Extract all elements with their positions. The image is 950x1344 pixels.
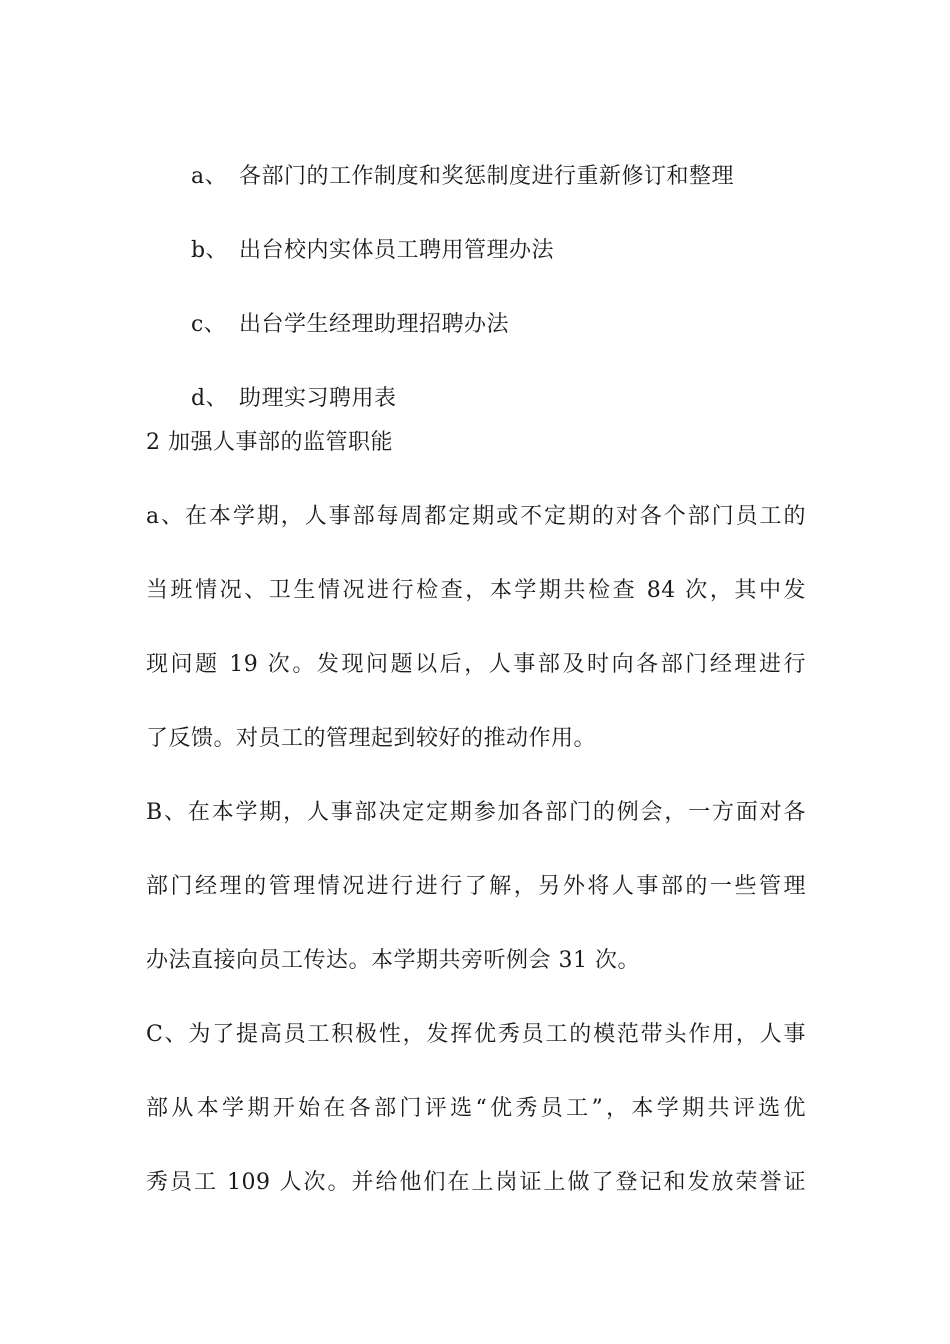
list-marker: c、 — [190, 312, 227, 337]
paragraph-line: 了反馈。对员工的管理起到较好的推动作用。 — [146, 726, 597, 751]
list-item — [146, 354, 806, 411]
paragraph-line: 部门经理的管理情况进行进行了解，另外将人事部的一些管理 — [146, 874, 806, 899]
list-item — [146, 280, 806, 337]
list-text: 各部门的工作制度和奖惩制度进行重新修订和整理 — [238, 164, 734, 189]
list-marker: b、 — [190, 238, 229, 263]
list-marker: d、 — [190, 386, 229, 411]
paragraph-line: 部从本学期开始在各部门评选“优秀员工”，本学期共评选优 — [146, 1096, 806, 1121]
paragraph-line: a、在本学期，人事部每周都定期或不定期的对各个部门员工的 — [146, 504, 806, 529]
paragraph-line: 办法直接向员工传达。本学期共旁听例会 31 次。 — [146, 948, 640, 973]
list-item — [146, 206, 806, 263]
list-text: 出台学生经理助理招聘办法 — [238, 312, 509, 337]
list-item — [146, 132, 806, 189]
list-marker: a、 — [190, 164, 228, 189]
paragraph-line: 现问题 19 次。发现问题以后，人事部及时向各部门经理进行 — [146, 652, 806, 677]
list-text: 出台校内实体员工聘用管理办法 — [238, 238, 554, 263]
paragraph-line: 秀员工 109 人次。并给他们在上岗证上做了登记和发放荣誉证 — [146, 1170, 806, 1195]
paragraph-line: C、为了提高员工积极性，发挥优秀员工的模范带头作用，人事 — [146, 1022, 806, 1047]
section-heading: 2 加强人事部的监管职能 — [146, 430, 393, 455]
document-body — [146, 132, 806, 1242]
list-text: 助理实习聘用表 — [238, 386, 397, 411]
paragraph-line: B、在本学期，人事部决定定期参加各部门的例会，一方面对各 — [146, 800, 806, 825]
paragraph-line: 当班情况、卫生情况进行检查，本学期共检查 84 次，其中发 — [146, 578, 806, 603]
